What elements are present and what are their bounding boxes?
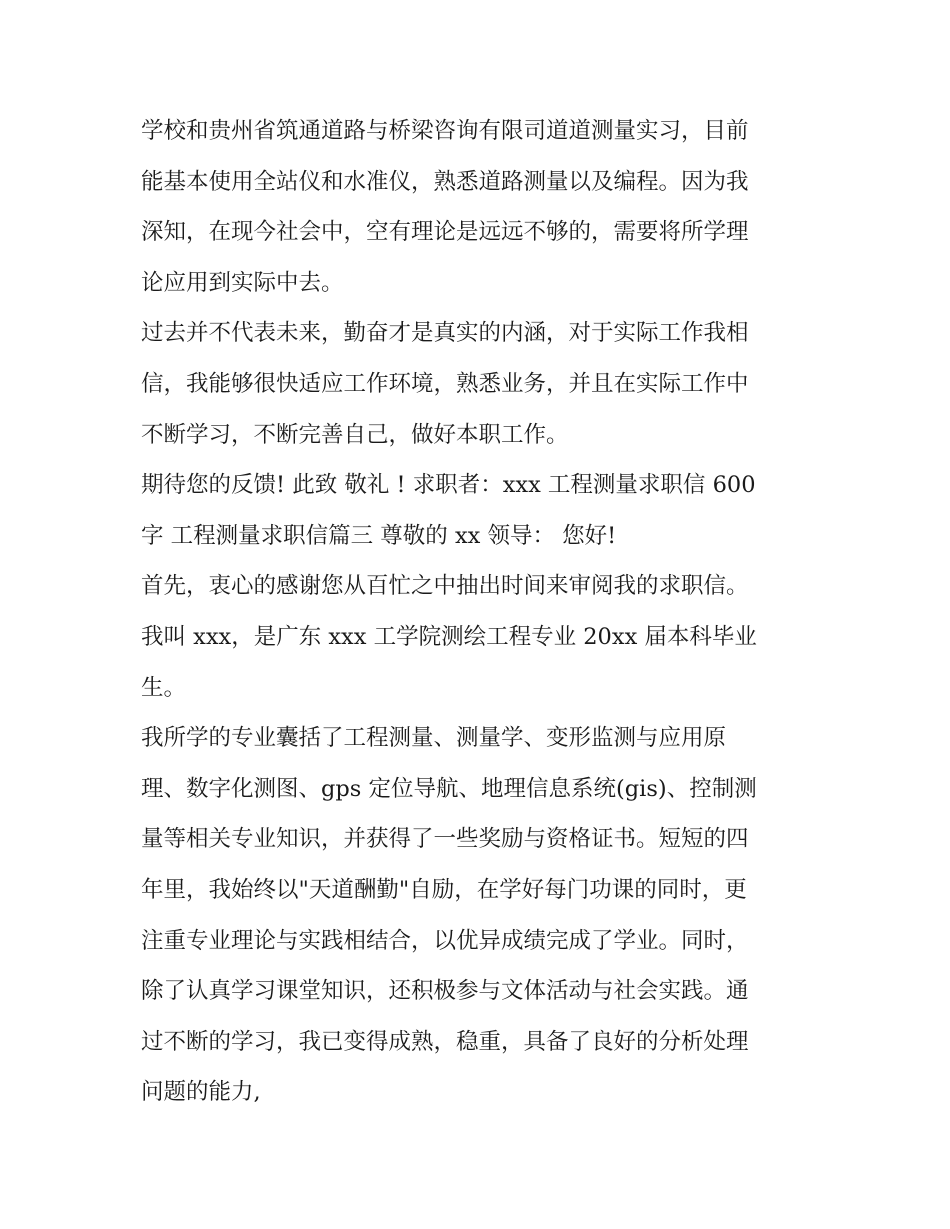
text-line: 期待您的反馈! 此致 敬礼 ! 求职者：xxx 工程测量求职信 600 [141, 472, 756, 499]
text-line: 不断学习，不断完善自己，做好本职工作。 [141, 421, 569, 448]
text-line: 我叫 xxx，是广东 xxx 工学院测绘工程专业 20xx 届本科毕业 [141, 623, 757, 650]
text-line: 生。 [141, 674, 187, 701]
text-line: 问题的能力, [141, 1079, 261, 1106]
text-line: 量等相关专业知识，并获得了一些奖励与资格证书。短短的四 [141, 826, 749, 853]
text-line: 论应用到实际中去。 [141, 269, 344, 296]
document-body [141, 106, 821, 1118]
text-line: 年里，我始终以"天道酬勤"自励，在学好每门功课的同时，更 [141, 876, 747, 903]
text-line: 过去并不代表未来，勤奋才是真实的内涵，对于实际工作我相 [141, 320, 749, 347]
text-line: 深知，在现今社会中，空有理论是远远不够的，需要将所学理 [141, 219, 749, 246]
text-line: 学校和贵州省筑通道路与桥梁咨询有限司道道测量实习，目前 [141, 118, 749, 144]
text-line: 理、数字化测图、gps 定位导航、地理信息系统(gis)、控制测 [141, 775, 757, 802]
text-line: 过不断的学习，我已变得成熟，稳重，具备了良好的分析处理 [141, 1028, 749, 1055]
text-line: 注重专业理论与实践相结合，以优异成绩完成了学业。同时， [141, 927, 749, 954]
text-line: 除了认真学习课堂知识，还积极参与文体活动与社会实践。通 [141, 978, 749, 1005]
text-line: 信，我能够很快适应工作环境，熟悉业务，并且在实际工作中 [141, 370, 749, 397]
text-line: 字 工程测量求职信篇三 尊敬的 xx 领导： 您好! [141, 522, 617, 549]
text-line: 能基本使用全站仪和水准仪，熟悉道路测量以及编程。因为我 [141, 168, 749, 195]
text-line: 首先，衷心的感谢您从百忙之中抽出时间来审阅我的求职信。 [141, 573, 749, 600]
text-line: 我所学的专业囊括了工程测量、测量学、变形监测与应用原 [141, 725, 727, 752]
